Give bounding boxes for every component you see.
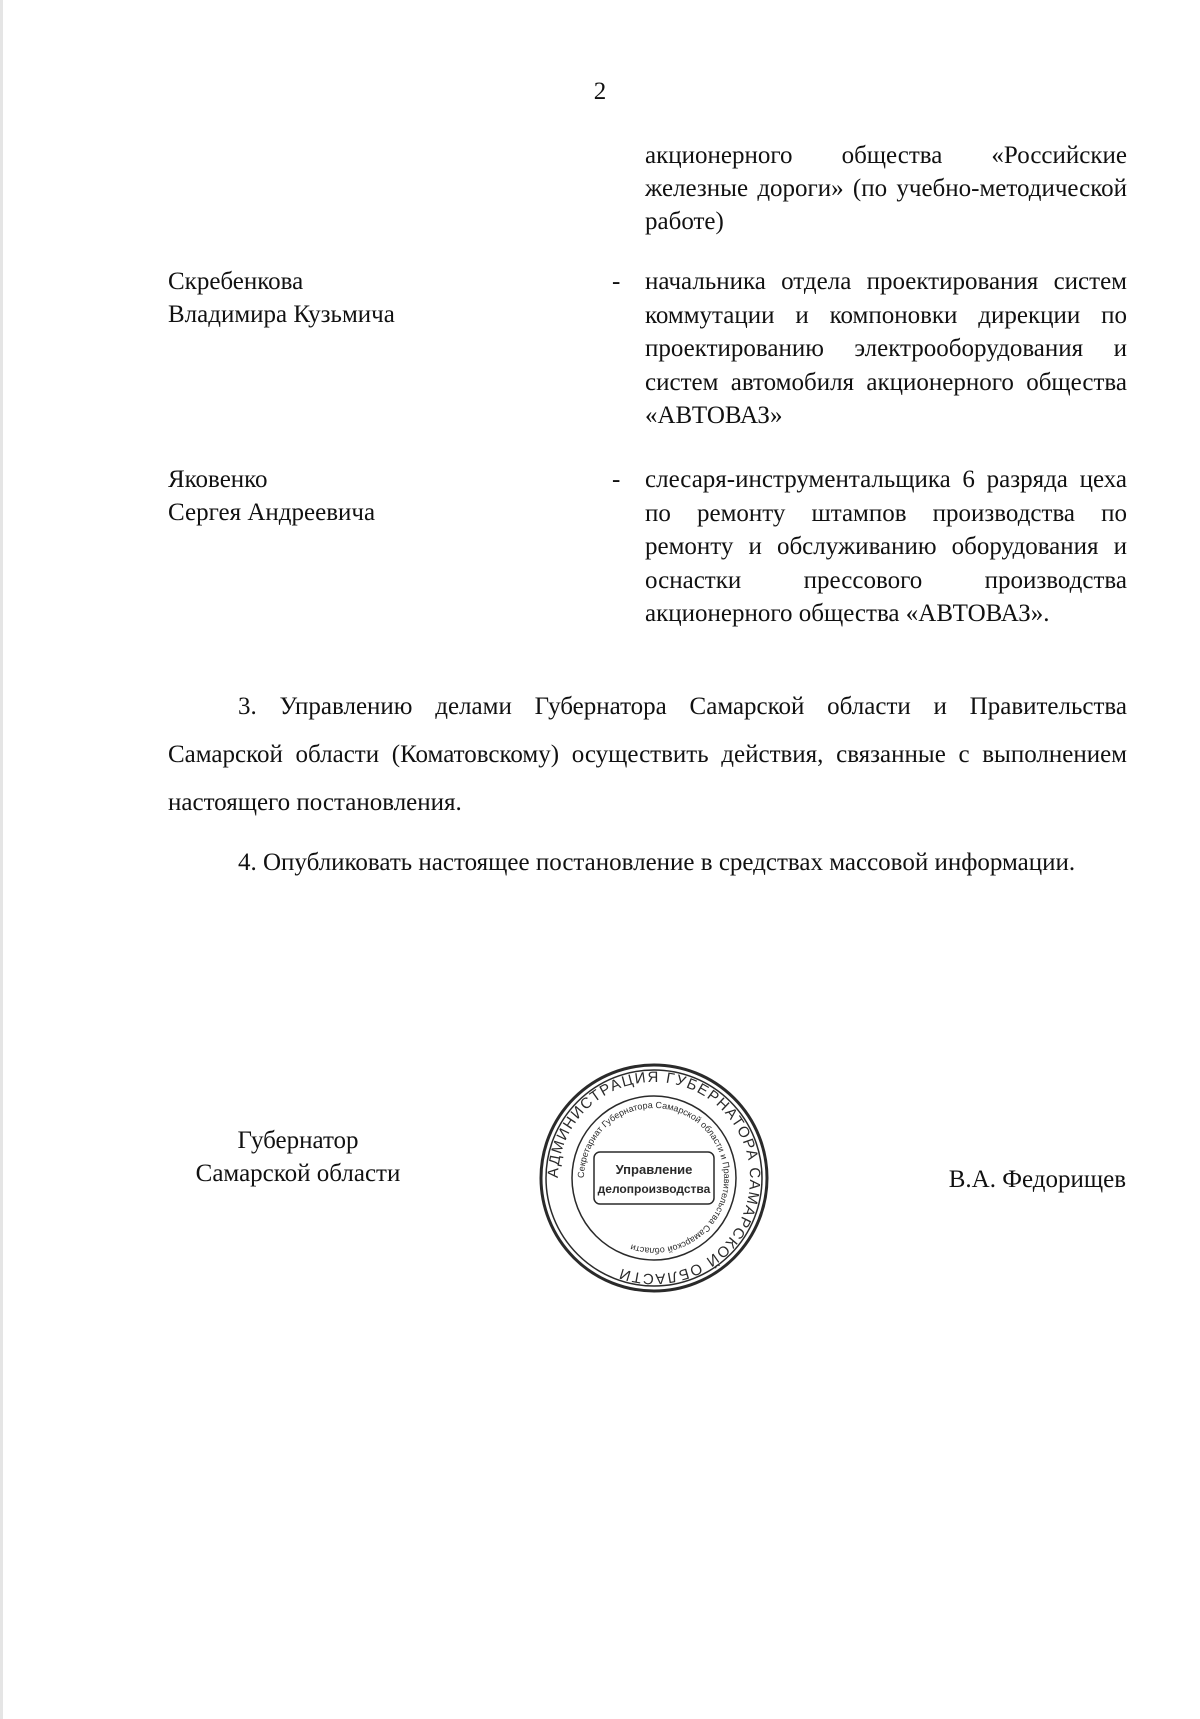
signatory-title: [168, 1124, 428, 1190]
entry-position: начальника отдела проектирования систем коммутации и компоновки дирекции по проектированию электрооборудования и систем автомобиля акционерного общества «АВТОВАЗ»: [645, 268, 1127, 429]
stamp-center-line2: делопроизводства: [597, 1182, 711, 1196]
paragraph-3: 3. Управлению делами Губернатора Самарской области и Правительства Самарской области (Коматовскому) осуществить действия, связанные с выполнением настоящего постановления.: [168, 693, 1127, 816]
given-names: Сергея Андреевича: [168, 499, 376, 526]
signatory-title-line2: Самарской области: [195, 1160, 401, 1187]
entry-position: слесаря-инструментальщика 6 разряда цеха по ремонту штампов производства по ремонту и обслуживанию оборудования и оснастки прессового производства акционерного общества «АВТОВАЗ».: [645, 466, 1127, 627]
entry-name-block: [168, 265, 588, 331]
svg-text:Секретариат Губернатора Самарс: [576, 1100, 732, 1256]
surname: Яковенко: [168, 466, 268, 493]
official-stamp: [538, 1062, 770, 1294]
paragraph-4: 4. Опубликовать настоящее постановление в средствах массовой информации.: [238, 849, 1076, 876]
signatory-name: В.А. Федорищев: [948, 1166, 1126, 1193]
stamp-center-line1: Управление: [615, 1162, 693, 1177]
page-number: 2: [593, 78, 607, 105]
surname: Скребенкова: [168, 268, 304, 295]
entry-name-block: [168, 463, 588, 529]
stamp-inner-text: Секретариат Губернатора Самарской области и Правительства Самарской области: [575, 1099, 733, 1257]
stamp-outer-text: АДМИНИСТРАЦИЯ ГУБЕРНАТОРА САМАРСКОЙ ОБЛАСТИ: [544, 1068, 764, 1288]
entry-dash: -: [612, 268, 621, 295]
signatory-title-line1: Губернатор: [237, 1127, 359, 1154]
continued-position-text: акционерного общества «Российские железные дороги» (по учебно-методической работе): [645, 142, 1127, 235]
given-names: Владимира Кузьмича: [168, 301, 395, 328]
scan-edge: [0, 0, 3, 1719]
stamp-seal: [538, 1062, 770, 1294]
entry-dash: -: [612, 466, 621, 493]
